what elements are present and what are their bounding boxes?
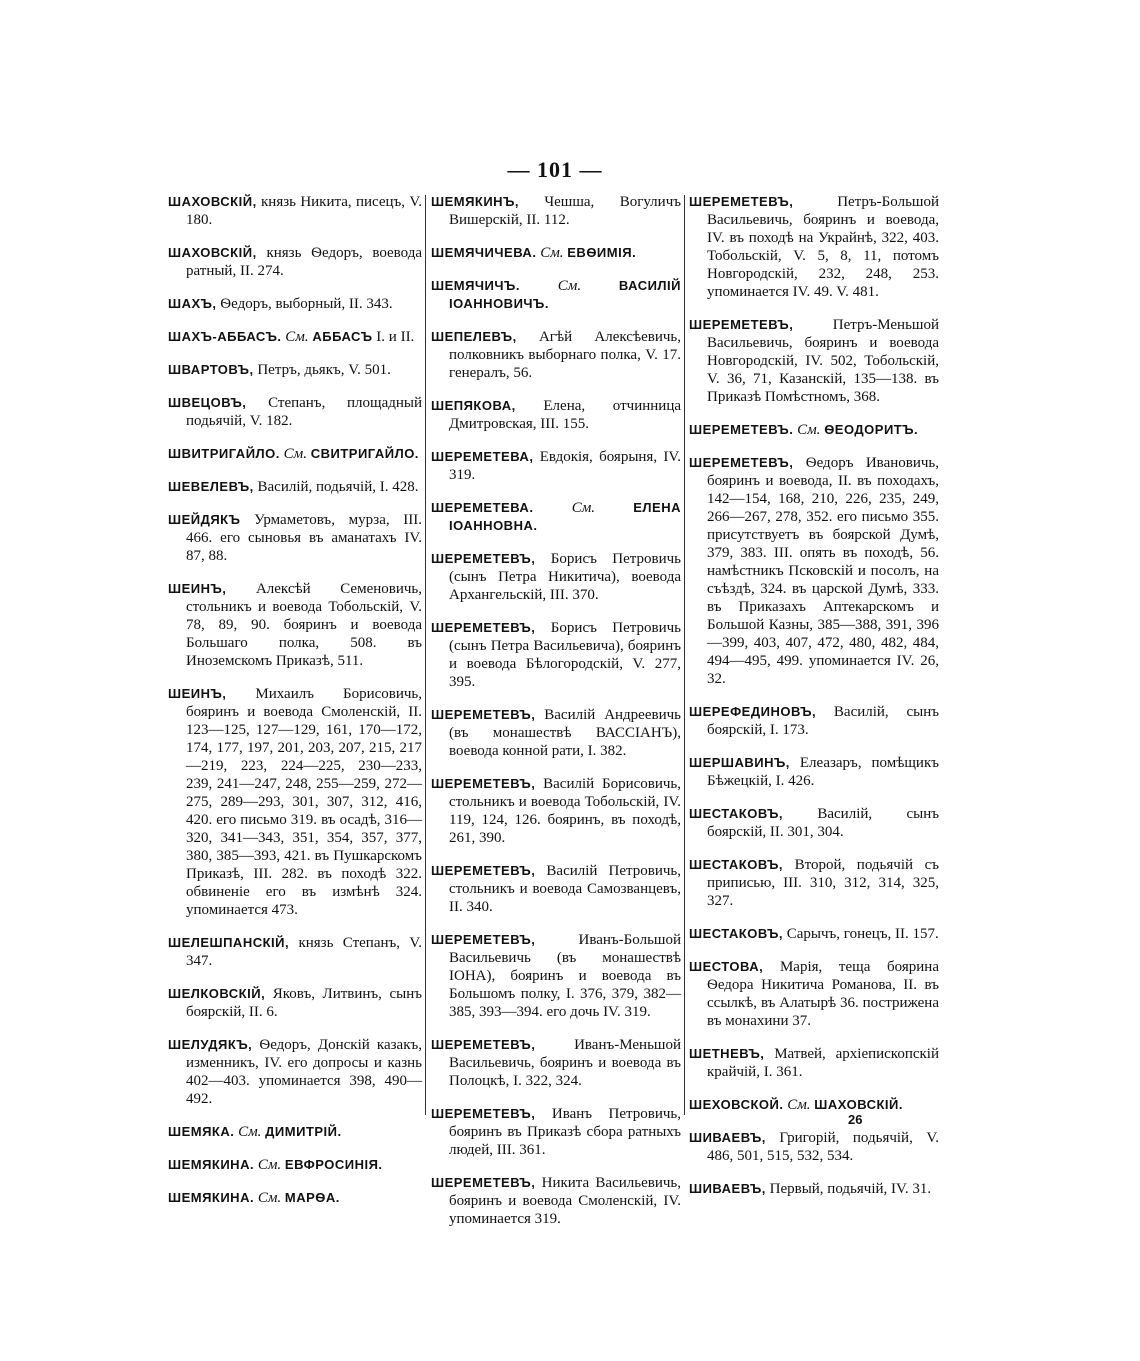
index-entry: [168, 328, 422, 346]
entry-text: Второй, подьячій съ приписью, III. 310, 312, 314, 325, 327.: [707, 857, 939, 909]
entry-headword: ШВИТРИГАЙЛО.: [168, 446, 280, 461]
entry-text: Петръ, дьякъ, V. 501.: [257, 362, 391, 378]
entry-text: Василій Борисовичь, стольникъ и воевода Тобольскій, IV. 119, 124, 126. бояринъ, въ походѣ, 261, 390.: [449, 776, 681, 846]
entry-text: князь Ѳедоръ, воевода ратный, II. 274.: [186, 245, 422, 279]
entry-headword: ШЕРЕМЕТЕВЪ,: [689, 194, 794, 209]
entry-text: Евдокія, боярыня, IV. 319.: [449, 449, 681, 483]
index-entry: [168, 1156, 422, 1174]
entry-text: Василій Петровичь, стольникъ и воевода Самозванцевъ, II. 340.: [449, 863, 681, 915]
entry-headword: ШЕХОВСКОЙ.: [689, 1097, 784, 1112]
entry-text: Петръ-Меньшой Васильевичь, бояринъ и воевода Новгородскій, IV. 502, Тобольскій, V. 36, 71, Казанскій, 135—138. въ Приказѣ Помѣстномъ, 368.: [707, 317, 939, 405]
entry-text: князь Никита, писецъ, V. 180.: [186, 194, 423, 228]
entry-text: Ѳедоръ, выборный, II. 343.: [220, 296, 393, 312]
cross-reference-target: ВАСИЛІЙ ІОАННОВИЧЪ.: [449, 278, 682, 311]
index-entry: [431, 328, 681, 382]
index-entry: [168, 1189, 422, 1207]
cross-reference-target: АББАСЪ: [312, 329, 373, 344]
index-entry: [431, 1174, 681, 1228]
index-entry: [689, 703, 939, 739]
entry-headword: ШВЕЦОВЪ,: [168, 395, 247, 410]
entry-headword: ШАХЪ-АББАСЪ.: [168, 329, 282, 344]
cross-reference-target: ЕВФРОСИНІЯ.: [284, 1157, 383, 1172]
cross-reference-target: ЕЛЕНА ІОАННОВНА.: [449, 500, 682, 533]
index-entry: [689, 958, 939, 1030]
cross-reference-target: ШАХОВСКІЙ.: [814, 1097, 903, 1112]
index-entry: [431, 775, 681, 847]
entry-headword: ШЕРЕМЕТЕВЪ,: [431, 1037, 536, 1052]
entry-text: Михаилъ Борисовичь, бояринъ и воевода Смоленскій, II. 123—125, 127—129, 161, 170—172, 174, 177, 197, 201, 203, 207, 215, 217—219, 223, 224—225, 230—233, 239, 241—247, 248, 255—259, 272—275, 289—293, 301, 307, 312, 416, 420. его письмо 319. въ осадѣ, 316—320, 341—343, 351, 354, 357, 377, 380, 385—393, 421. въ Пушкарскомъ Приказѣ, III. 282. въ походѣ 322. обвиненіе его въ измѣнѣ 324. упоминается 473.: [186, 686, 422, 918]
index-entry: [689, 856, 939, 910]
index-entry: [689, 754, 939, 790]
index-entry: [168, 295, 422, 313]
entry-headword: ШЕЛКОВСКІЙ,: [168, 986, 266, 1001]
entry-text: Елеазаръ, помѣщикъ Бѣжецкій, I. 426.: [707, 755, 939, 789]
entry-text: Григорій, подьячій, V. 486, 501, 515, 532, 534.: [707, 1130, 939, 1164]
entry-headword: ШАХОВСКІЙ,: [168, 245, 257, 260]
entry-headword: ШЕВЕЛЕВЪ,: [168, 479, 254, 494]
entry-text: Василій, сынъ боярскій, II. 301, 304.: [707, 806, 939, 840]
entry-headword: ШЕРЕМЕТЕВЪ,: [431, 932, 536, 947]
entry-headword: ШЕЛЕШПАНСКІЙ,: [168, 935, 290, 950]
entry-headword: ШИВАЕВЪ,: [689, 1130, 766, 1145]
entry-headword: ШЕРЕМЕТЕВЪ,: [431, 551, 536, 566]
cross-reference-target: СВИТРИГАЙЛО.: [310, 446, 419, 461]
entry-headword: ШЕМЯКА.: [168, 1124, 235, 1139]
see-reference-label: См.: [557, 278, 582, 294]
entry-headword: ШЕРЕМЕТЕВЪ,: [431, 863, 536, 878]
index-entry: [168, 394, 422, 430]
entry-text: Елена, отчинница Дмитровская, III. 155.: [449, 398, 681, 432]
index-column-1: [168, 193, 422, 1222]
entry-headword: ШЕРЕМЕТЕВА,: [431, 449, 534, 464]
index-entry: [168, 934, 422, 970]
cross-reference-target: МАРѲА.: [284, 1190, 340, 1205]
index-entry: [168, 1036, 422, 1108]
index-entry: [168, 361, 422, 379]
entry-text: Чешша, Вогуличъ Вишерскій, II. 112.: [449, 194, 681, 228]
entry-headword: ШЕЛУДЯКЪ,: [168, 1037, 253, 1052]
entry-headword: ШЕИНЪ,: [168, 581, 227, 596]
entry-headword: ШЕРЕМЕТЕВА.: [431, 500, 534, 515]
entry-headword: ШЕМЯКИНА.: [168, 1157, 255, 1172]
entry-headword: ШАХЪ,: [168, 296, 217, 311]
entry-headword: ШЕРЕМЕТЕВЪ,: [431, 776, 536, 791]
entry-headword: ШЕРЕМЕТЕВЪ.: [689, 422, 794, 437]
entry-headword: ШЕИНЪ,: [168, 686, 227, 701]
entry-text: Василій, сынъ боярскій, I. 173.: [707, 704, 939, 738]
entry-headword: ШЕРЕМЕТЕВЪ,: [689, 317, 794, 332]
entry-headword: ШАХОВСКІЙ,: [168, 194, 257, 209]
cross-reference-target: ДИМИТРІЙ.: [265, 1124, 342, 1139]
index-entry: [431, 619, 681, 691]
entry-headword: ШЕСТОВА,: [689, 959, 764, 974]
index-entry: [689, 1129, 939, 1165]
index-entry: [689, 1045, 939, 1081]
see-reference-label: См.: [285, 329, 309, 345]
entry-text: Алексѣй Семеновичь, стольникъ и воевода Тобольскій, V. 78, 89, 90. бояринъ и воевода Большаго полка, 508. въ Иноземскомъ Приказѣ, 511.: [186, 581, 422, 669]
entry-headword: ШЕСТАКОВЪ,: [689, 926, 784, 941]
index-entry: [168, 193, 422, 229]
entry-headword: ШЕРЕМЕТЕВЪ,: [431, 1175, 536, 1190]
entry-headword: ШЕТНЕВЪ,: [689, 1046, 765, 1061]
cross-reference-target: ЕВѲИМІЯ.: [567, 245, 637, 260]
see-reference-label: См.: [283, 446, 307, 462]
index-entry: [431, 862, 681, 916]
column-divider: [425, 195, 426, 1115]
entry-headword: ШЕМЯКИНА.: [168, 1190, 255, 1205]
see-reference-label: См.: [257, 1157, 282, 1173]
entry-headword: ШЕРШАВИНЪ,: [689, 755, 790, 770]
entry-text: Урмаметовъ, мурза, III. 466. его сыновья въ аманатахъ IV. 87, 88.: [186, 512, 422, 564]
entry-text: Василій, подьячій, I. 428.: [257, 479, 419, 495]
entry-headword: ШЕПЕЛЕВЪ,: [431, 329, 517, 344]
index-entry: [168, 685, 422, 919]
entry-headword: ШЕМЯЧИЧЕВА.: [431, 245, 537, 260]
index-entry: [431, 193, 681, 229]
index-entry: [431, 931, 681, 1021]
index-entry: [689, 1096, 939, 1114]
entry-text: князь Степанъ, V. 347.: [186, 935, 422, 969]
entry-text: Василій Андреевичь (въ монашествѣ ВАССІАНЪ), воевода конной рати, I. 382.: [449, 707, 681, 759]
entry-headword: ШЕПЯКОВА,: [431, 398, 516, 413]
index-entry: [689, 193, 939, 301]
entry-text: Агѣй Алексѣевичь, полковникъ выборнаго полка, V. 17. генералъ, 56.: [449, 329, 681, 381]
see-reference-label: См.: [257, 1190, 282, 1206]
index-entry: [689, 454, 939, 688]
entry-text: Борисъ Петровичь (сынъ Петра Васильевича), бояринъ и воевода Бѣлогородскій, V. 277, 395.: [449, 620, 682, 690]
entry-headword: ШЕРЕМЕТЕВЪ,: [431, 1106, 536, 1121]
index-entry: [168, 580, 422, 670]
entry-headword: ШЕЙДЯКЪ: [168, 512, 241, 527]
entry-text: Марія, теща боярина Ѳедора Никитича Романова, II. въ ссылкѣ, въ Алатырѣ 36. пострижена въ монахини 37.: [707, 959, 939, 1029]
entry-headword: ШЕРЕМЕТЕВЪ,: [431, 707, 536, 722]
index-entry: [431, 550, 681, 604]
index-entry: [689, 316, 939, 406]
entry-headword: ШЕСТАКОВЪ,: [689, 806, 784, 821]
index-entry: [689, 925, 939, 943]
entry-headword: ШЕСТАКОВЪ,: [689, 857, 784, 872]
index-entry: [168, 244, 422, 280]
entry-text: Яковъ, Литвинъ, сынъ боярскій, II. 6.: [186, 986, 422, 1020]
entry-text: Петръ-Большой Васильевичь, бояринъ и воевода, IV. въ походѣ на Украйнѣ, 322, 403. Тобольскій, V. 5, 8, 11, потомъ Новгородскій, 232, 248, 253. упоминается IV. 49. V. 481.: [707, 194, 939, 300]
index-entry: [689, 1180, 939, 1198]
index-entry: [431, 397, 681, 433]
entry-headword: ШВАРТОВЪ,: [168, 362, 254, 377]
entry-text: Иванъ Петровичь, бояринъ въ Приказѣ сбора ратныхъ людей, III. 361.: [449, 1106, 681, 1158]
index-column-3: [689, 193, 939, 1213]
entry-text: Первый, подьячій, IV. 31.: [769, 1181, 932, 1197]
page-number: — 101 —: [507, 157, 603, 182]
column-divider: [684, 195, 685, 1115]
entry-text: Степанъ, площадный подьячій, V. 182.: [186, 395, 422, 429]
index-entry: [431, 277, 681, 313]
index-entry: [431, 448, 681, 484]
index-entry: [431, 706, 681, 760]
entry-text: I. и II.: [376, 329, 415, 345]
index-entry: [689, 421, 939, 439]
entry-text: Ѳедоръ, Донскій казакъ, изменникъ, IV. его допросы и казнь 402—403. упоминается 398, 490—492.: [186, 1037, 422, 1107]
index-entry: [168, 985, 422, 1021]
see-reference-label: См.: [797, 422, 821, 438]
index-entry: [168, 478, 422, 496]
see-reference-label: См.: [787, 1097, 811, 1113]
entry-text: Сарычъ, гонецъ, II. 157.: [786, 926, 939, 942]
entry-text: Ѳедоръ Ивановичь, бояринъ и воевода, II. въ походахъ, 142—154, 168, 210, 226, 235, 249, 266—267, 278, 352. его письмо 355. присутствуетъ въ боярской Думѣ, 379, 383. III. опять въ походѣ, 56. намѣстникъ Псковскій и посолъ, на съѣздѣ, 324. въ царской Думѣ, 333. въ Приказахъ Аптекарскомъ и Большой Казны, 385—388, 391, 396—399, 403, 407, 472, 480, 482, 484, 494—495, 499. упоминается IV. 26, 32.: [707, 455, 939, 687]
index-entry: [431, 1105, 681, 1159]
entry-headword: ШЕМЯЧИЧЪ.: [431, 278, 520, 293]
printer-signature-mark: 26: [848, 1112, 863, 1127]
index-entry: [431, 1036, 681, 1090]
entry-text: Борисъ Петровичь (сынъ Петра Никитича), воевода Архангельскій, III. 370.: [449, 551, 682, 603]
entry-headword: ШЕМЯКИНЪ,: [431, 194, 519, 209]
entry-text: Матвей, архіепископскій крайчій, I. 361.: [707, 1046, 940, 1080]
index-entry: [168, 445, 422, 463]
index-entry: [168, 511, 422, 565]
entry-headword: ШИВАЕВЪ,: [689, 1181, 766, 1196]
entry-text: Иванъ-Меньшой Васильевичь, бояринъ и воевода въ Полоцкѣ, I. 322, 324.: [449, 1037, 681, 1089]
see-reference-label: См.: [540, 245, 564, 261]
cross-reference-target: ѲЕОДОРИТЪ.: [824, 422, 919, 437]
index-entry: [431, 244, 681, 262]
entry-headword: ШЕРЕФЕДИНОВЪ,: [689, 704, 817, 719]
see-reference-label: См.: [238, 1124, 262, 1140]
entry-headword: ШЕРЕМЕТЕВЪ,: [689, 455, 794, 470]
entry-headword: ШЕРЕМЕТЕВЪ,: [431, 620, 536, 635]
index-entry: [689, 805, 939, 841]
see-reference-label: См.: [571, 500, 596, 516]
index-entry: [431, 499, 681, 535]
index-entry: [168, 1123, 422, 1141]
entry-text: Никита Васильевичь, бояринъ и воевода Смоленскій, IV. упоминается 319.: [449, 1175, 681, 1227]
index-column-2: [431, 193, 681, 1243]
entry-text: Иванъ-Большой Васильевичь (въ монашествѣ ІОНА), бояринъ и воевода въ Большомъ полку, I. 376, 379, 382—385, 393—394. его дочь IV. 319.: [449, 932, 681, 1020]
